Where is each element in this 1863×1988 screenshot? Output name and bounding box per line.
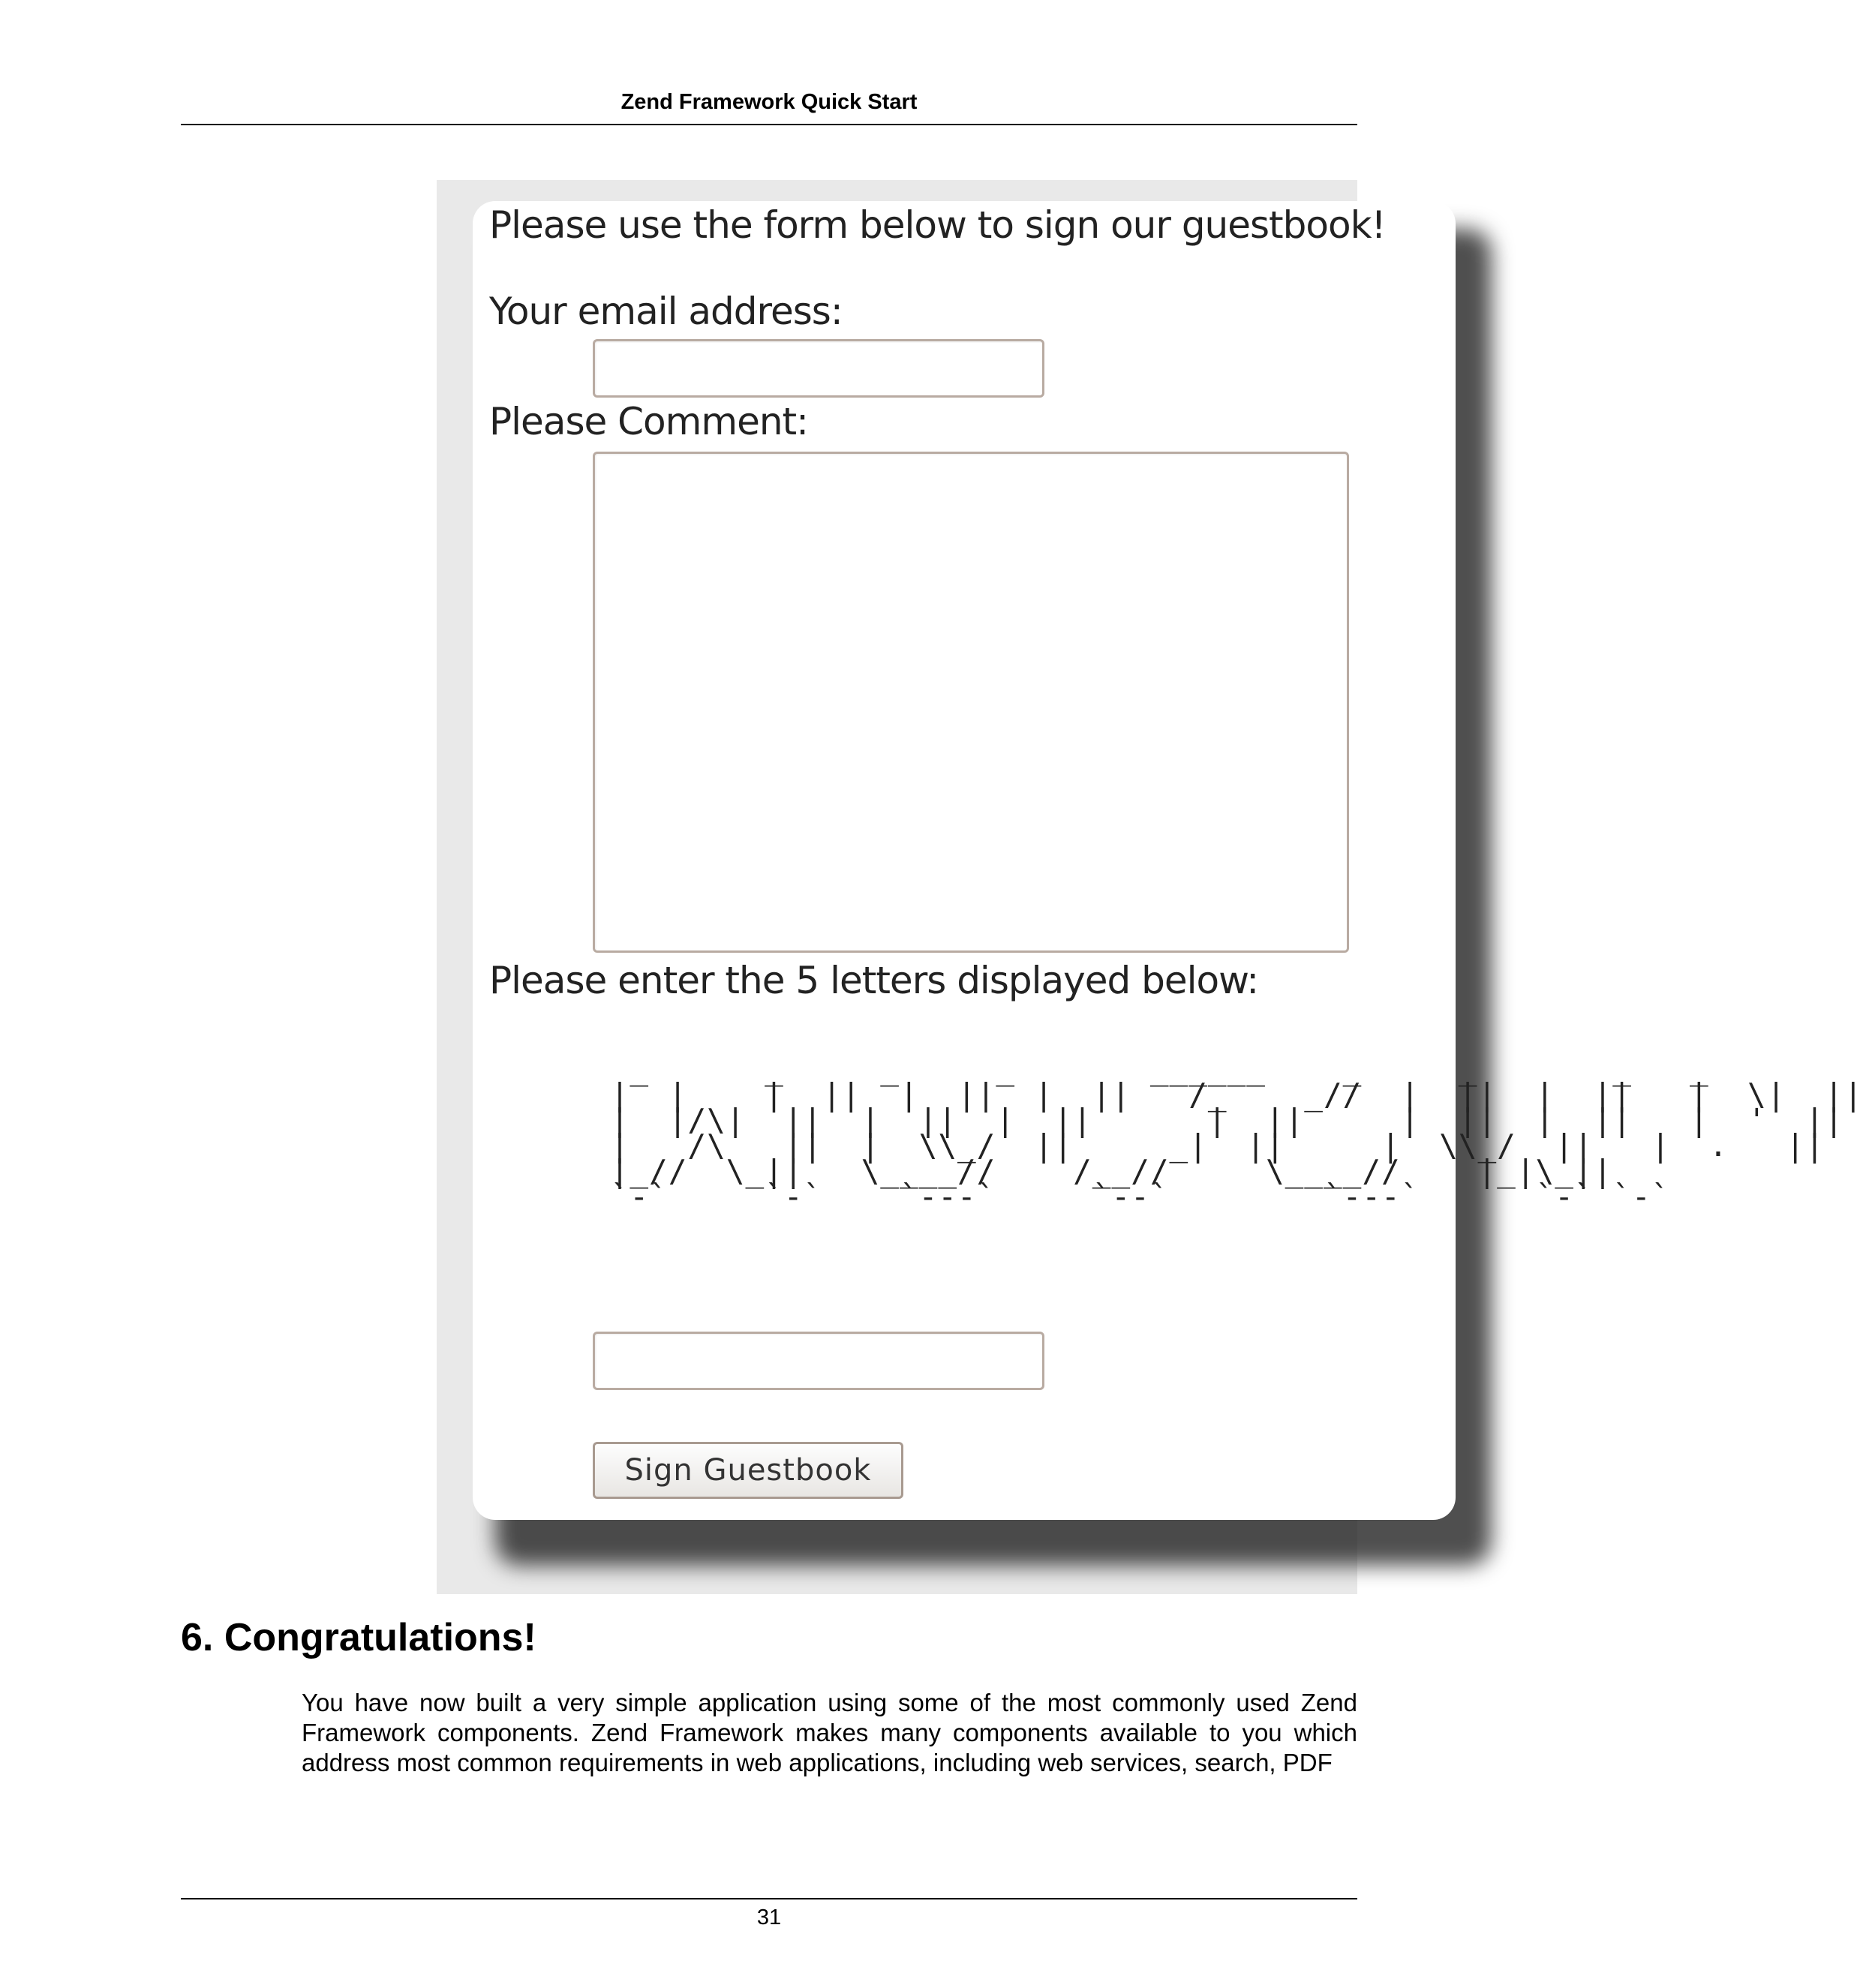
body-paragraph: You have now built a very simple application using some of the most commonly used Zend Framework components. Zend Framework makes many components available to you which address most common requirements in web applications, including web services, search, PDF [302, 1689, 1357, 1776]
comment-textarea[interactable] [593, 452, 1349, 953]
email-label: Your email address: [489, 290, 843, 333]
header-rule [181, 124, 1357, 125]
page-number: 31 [756, 1905, 782, 1929]
form-intro: Please use the form below to sign our guestbook! [489, 203, 1386, 247]
section-heading: 6. Congratulations! [181, 1616, 536, 1659]
email-input[interactable] [593, 339, 1044, 398]
captcha-label: Please enter the 5 letters displayed below: [489, 959, 1259, 1002]
running-header: Zend Framework Quick Start [620, 90, 918, 114]
captcha-input[interactable] [593, 1332, 1044, 1390]
comment-label: Please Comment: [489, 400, 808, 443]
sign-guestbook-button[interactable]: Sign Guestbook [593, 1442, 903, 1499]
captcha-image: _ _ _ _ ______ _ _ _ _ | | | || | || | || /_ _// | || | || | \| || | |/\| || | || | || | || | || | || | ' || | /\ || | \\_/ || _| || | \\_/ || | . || |_// \_|| \____// /__// \____// |_|\_|| `-` `-` `---` `--` `---` `-` `-` [610, 1051, 1863, 1215]
footer-rule [181, 1898, 1357, 1899]
